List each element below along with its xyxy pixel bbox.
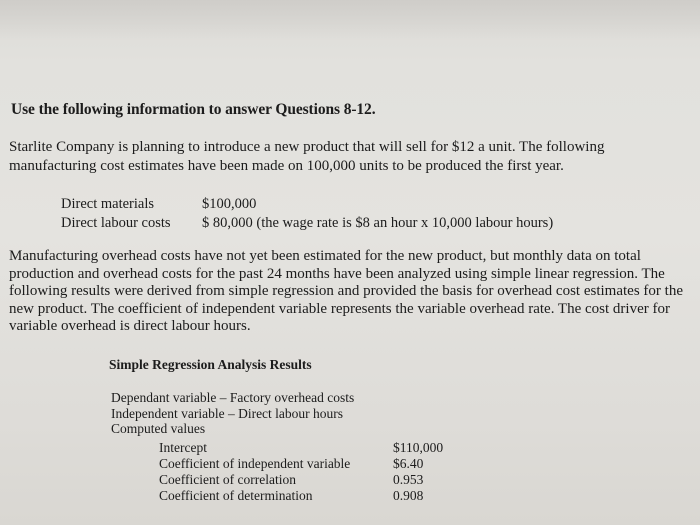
computed-value: $6.40 — [393, 456, 424, 471]
computed-value: 0.953 — [393, 472, 424, 487]
independent-variable: Independent variable – Direct labour hours — [111, 405, 344, 421]
computed-value: 0.908 — [393, 488, 424, 503]
cost-label: Direct materials — [61, 196, 154, 212]
cost-label: Direct labour costs — [61, 214, 171, 231]
regression-variables — [111, 390, 354, 437]
computed-label: Coefficient of determination — [159, 488, 313, 503]
cost-value: $100,000 — [202, 196, 257, 212]
computed-label: Coefficient of independent variable — [159, 456, 351, 471]
page-shadow — [0, 0, 700, 40]
computed-label: Intercept — [159, 440, 207, 455]
dependent-variable: Dependant variable – Factory overhead costs — [111, 390, 355, 405]
overhead-paragraph: Manufacturing overhead costs have not yet been estimated for the new product, but monthly data on total production and overhead costs for the past 24 months have been analyzed using simple linear regression. The following results were derived from simple regression and provided the basis for overhead cost estimates for the new product. The coefficient of independent variable represents the variable overhead rate. The cost driver for variable overhead is direct labour hours. — [9, 248, 683, 334]
intro-paragraph: Starlite Company is planning to introduce a new product that will sell for $12 a unit. The following manufacturing cost estimates have been made on 100,000 units to be produced the first year. — [9, 139, 605, 174]
regression-title: Simple Regression Analysis Results — [109, 357, 312, 372]
computed-value: $110,000 — [393, 440, 444, 455]
instructions-heading: Use the following information to answer Questions 8-12. — [11, 101, 376, 118]
cost-value: $ 80,000 (the wage rate is $8 an hour x 10,000 labour hours) — [202, 214, 554, 231]
computed-label: Coefficient of correlation — [159, 472, 296, 487]
computed-values-label: Computed values — [111, 421, 206, 436]
